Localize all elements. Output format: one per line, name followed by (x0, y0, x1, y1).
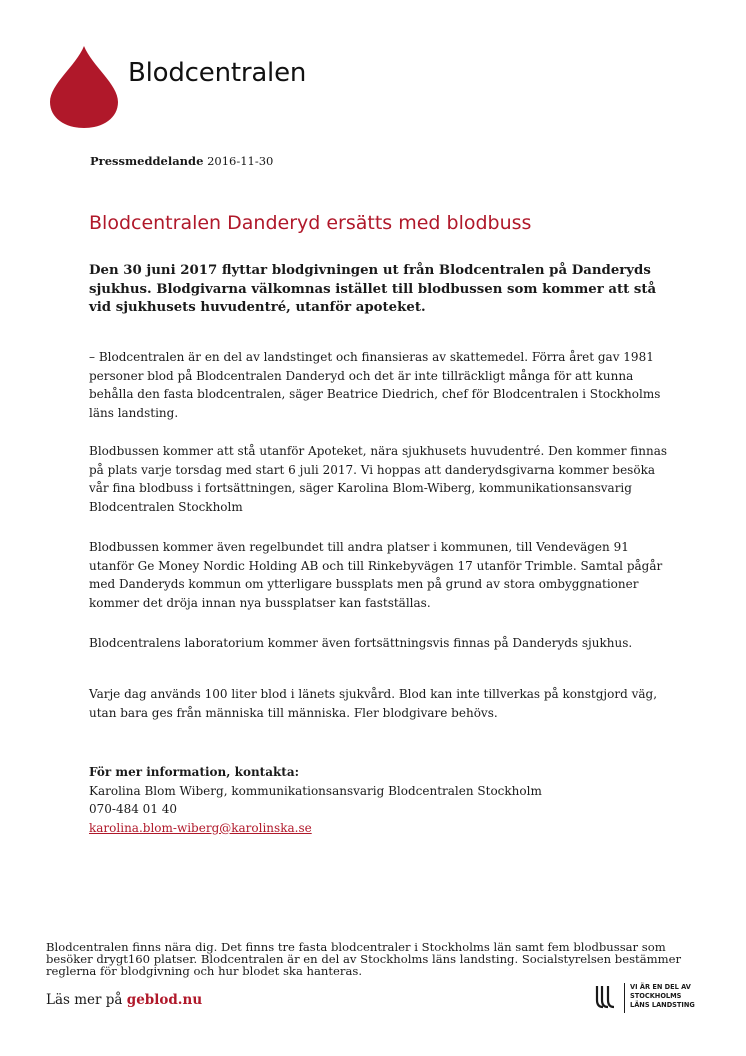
sll-text (630, 983, 710, 1011)
read-more-label: Läs mer på (46, 992, 123, 1008)
contact-phone: 070-484 01 40 (89, 802, 178, 816)
headline: Blodcentralen Danderyd ersätts med blodbuss (89, 212, 532, 234)
body-paragraph-3: Blodbussen kommer även regelbundet till andra platser i kommunen, till Vendevägen 91 utanför Ge Money Nordic Holding AB och till Rinkebyvägen 17 utanför Trimble. Samtal pågår med Danderyds kommun om ytterligare bussplats men på grund av stora ombyggnationer kommer det dröja innan nya bussplatser kan fastställas. (89, 540, 663, 610)
read-more (46, 992, 202, 1008)
sll-line-1: VI ÄR EN DEL AV (630, 983, 691, 991)
lead-paragraph: Den 30 juni 2017 flyttar blodgivningen ut från Blodcentralen på Danderyds sjukhus. Blodgivarna välkomnas istället till blodbussen som kommer att stå vid sjukhusets huvudentré, utanför apoteket. (89, 263, 657, 315)
press-date: 2016-11-30 (207, 154, 274, 168)
body-paragraph-1: – Blodcentralen är en del av landstinget och finansieras av skattemedel. Förra året gav 1981 personer blod på Blodcentralen Danderyd och det är inte tillräckligt många för att kunna behålla den fasta blodcentralen, säger Beatrice Diedrich, chef för Blodcentralen i Stockholms läns landsting. (89, 350, 661, 420)
sll-line-3: LÄNS LANDSTING (630, 1001, 695, 1010)
sll-logo (594, 983, 704, 1015)
body-paragraph-5: Varje dag används 100 liter blod i länets sjukvård. Blod kan inte tillverkas på konstgjord väg, utan bara ges från människa till människa. Fler blodgivare behövs. (89, 687, 658, 720)
contact-block (89, 763, 669, 837)
footer-note: Blodcentralen finns nära dig. Det finns tre fasta blodcentraler i Stockholms län samt fem blodbussar som besöker drygt160 platser. Blodcentralen är en del av Stockholms läns landsting. Socialstyrelsen bestämmer reglerna för blodgivning och hur blodet ska hanteras. (46, 940, 682, 978)
body-paragraph-2: Blodbussen kommer att stå utanför Apoteket, nära sjukhusets huvudentré. Den kommer finnas på plats varje torsdag med start 6 juli 2017. Vi hoppas att danderydsgivarna kommer besöka vår fina blodbuss i fortsättningen, säger Karolina Blom-Wiberg, kommunikationsansvarig Blodcentralen Stockholm (89, 444, 668, 514)
geblod-link[interactable]: geblod.nu (126, 992, 203, 1008)
blood-drop-icon (48, 44, 120, 130)
contact-name: Karolina Blom Wiberg, kommunikationsansvarig Blodcentralen Stockholm (89, 783, 542, 798)
brand-name: Blodcentralen (128, 58, 307, 88)
press-line (90, 154, 273, 168)
sll-line-2: STOCKHOLMS (630, 992, 682, 1001)
contact-heading: För mer information, kontakta: (89, 765, 300, 779)
contact-email-link[interactable]: karolina.blom-wiberg@karolinska.se (89, 820, 312, 835)
sll-logo-icon (594, 985, 618, 1011)
sll-divider (624, 983, 625, 1013)
body-paragraph-4: Blodcentralens laboratorium kommer även fortsättningsvis finnas på Danderyds sjukhus. (89, 636, 633, 650)
press-label: Pressmeddelande (90, 154, 204, 168)
